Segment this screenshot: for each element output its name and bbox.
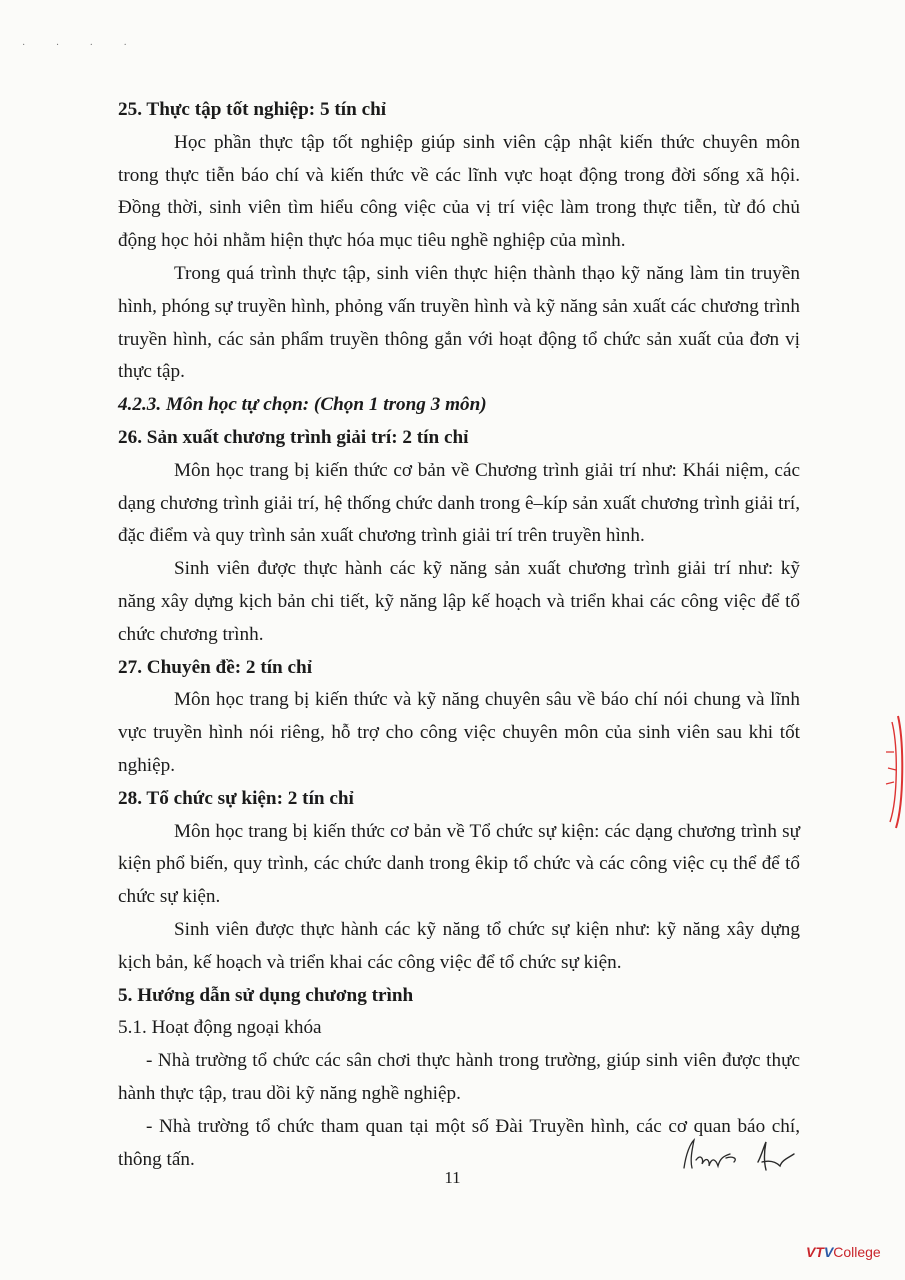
vtv-college-logo: VTVCollege	[806, 1244, 881, 1260]
paragraph: Môn học trang bị kiến thức cơ bản về Tổ chức sự kiện: các dạng chương trình sự kiện phổ biến, quy trình, các chức danh trong êkip tổ chức và các công việc cụ thể để tổ chức sự kiện.	[118, 820, 800, 908]
section-heading-27: 27. Chuyên đề: 2 tín chỉ	[118, 656, 313, 678]
section-heading-25: 25. Thực tập tốt nghiệp: 5 tín chỉ	[118, 99, 387, 120]
document-body	[118, 94, 800, 1176]
list-item: - Nhà trường tổ chức các sân chơi thực hành trong trường, giúp sinh viên được thực hành thực tập, trau dồi kỹ năng nghề nghiệp.	[118, 1050, 800, 1104]
paragraph: Môn học trang bị kiến thức cơ bản về Chương trình giải trí như: Khái niệm, các dạng chương trình giải trí, hệ thống chức danh trong ê–kíp sản xuất chương trình giải trí, đặc điểm và quy trình sản xuất chương trình giải trí trên truyền hình.	[118, 459, 800, 547]
section-heading-28: 28. Tổ chức sự kiện: 2 tín chỉ	[118, 787, 354, 809]
section-heading-26: 26. Sản xuất chương trình giải trí: 2 tín chỉ	[118, 426, 469, 448]
red-stamp-edge	[868, 712, 905, 832]
paragraph: Trong quá trình thực tập, sinh viên thực hiện thành thạo kỹ năng làm tin truyền hình, phóng sự truyền hình, phỏng vấn truyền hình và kỹ năng sản xuất các chương trình truyền hình, các sản phẩm truyền thông gắn với hoạt động tổ chức sản xuất của đơn vị thực tập.	[118, 262, 800, 383]
subsection-heading: 5.1. Hoạt động ngoại khóa	[118, 1017, 322, 1039]
section-heading-5: 5. Hướng dẫn sử dụng chương trình	[118, 984, 414, 1006]
scan-specks: · · · ·	[22, 40, 141, 51]
list-item: - Nhà trường tổ chức tham quan tại một số Đài Truyền hình, các cơ quan báo chí, thông tấn.	[118, 1115, 800, 1170]
subheading-elective: 4.2.3. Môn học tự chọn: (Chọn 1 trong 3 môn)	[118, 394, 487, 416]
paragraph: Học phần thực tập tốt nghiệp giúp sinh viên cập nhật kiến thức chuyên môn trong thực tiễn báo chí và kiến thức về các lĩnh vực hoạt động trong đời sống xã hội. Đồng thời, sinh viên tìm hiểu công việc của vị trí việc làm trong thực tiễn, từ đó chủ động học hỏi nhằm hiện thực hóa mục tiêu nghề nghiệp của mình.	[118, 131, 800, 252]
paragraph: Sinh viên được thực hành các kỹ năng sản xuất chương trình giải trí như: kỹ năng xây dựng kịch bản chi tiết, kỹ năng lập kế hoạch và triển khai các công việc để tổ chức chương trình.	[118, 558, 800, 645]
page-number: 11	[444, 1168, 461, 1187]
paragraph: Sinh viên được thực hành các kỹ năng tổ chức sự kiện như: kỹ năng xây dựng kịch bản, kế hoạch và triển khai các công việc để tổ chức sự kiện.	[118, 918, 800, 973]
paragraph: Môn học trang bị kiến thức và kỹ năng chuyên sâu về báo chí nói chung và lĩnh vực truyền hình nói riêng, hỗ trợ cho công việc chuyên môn của sinh viên sau khi tốt nghiệp.	[118, 689, 800, 776]
